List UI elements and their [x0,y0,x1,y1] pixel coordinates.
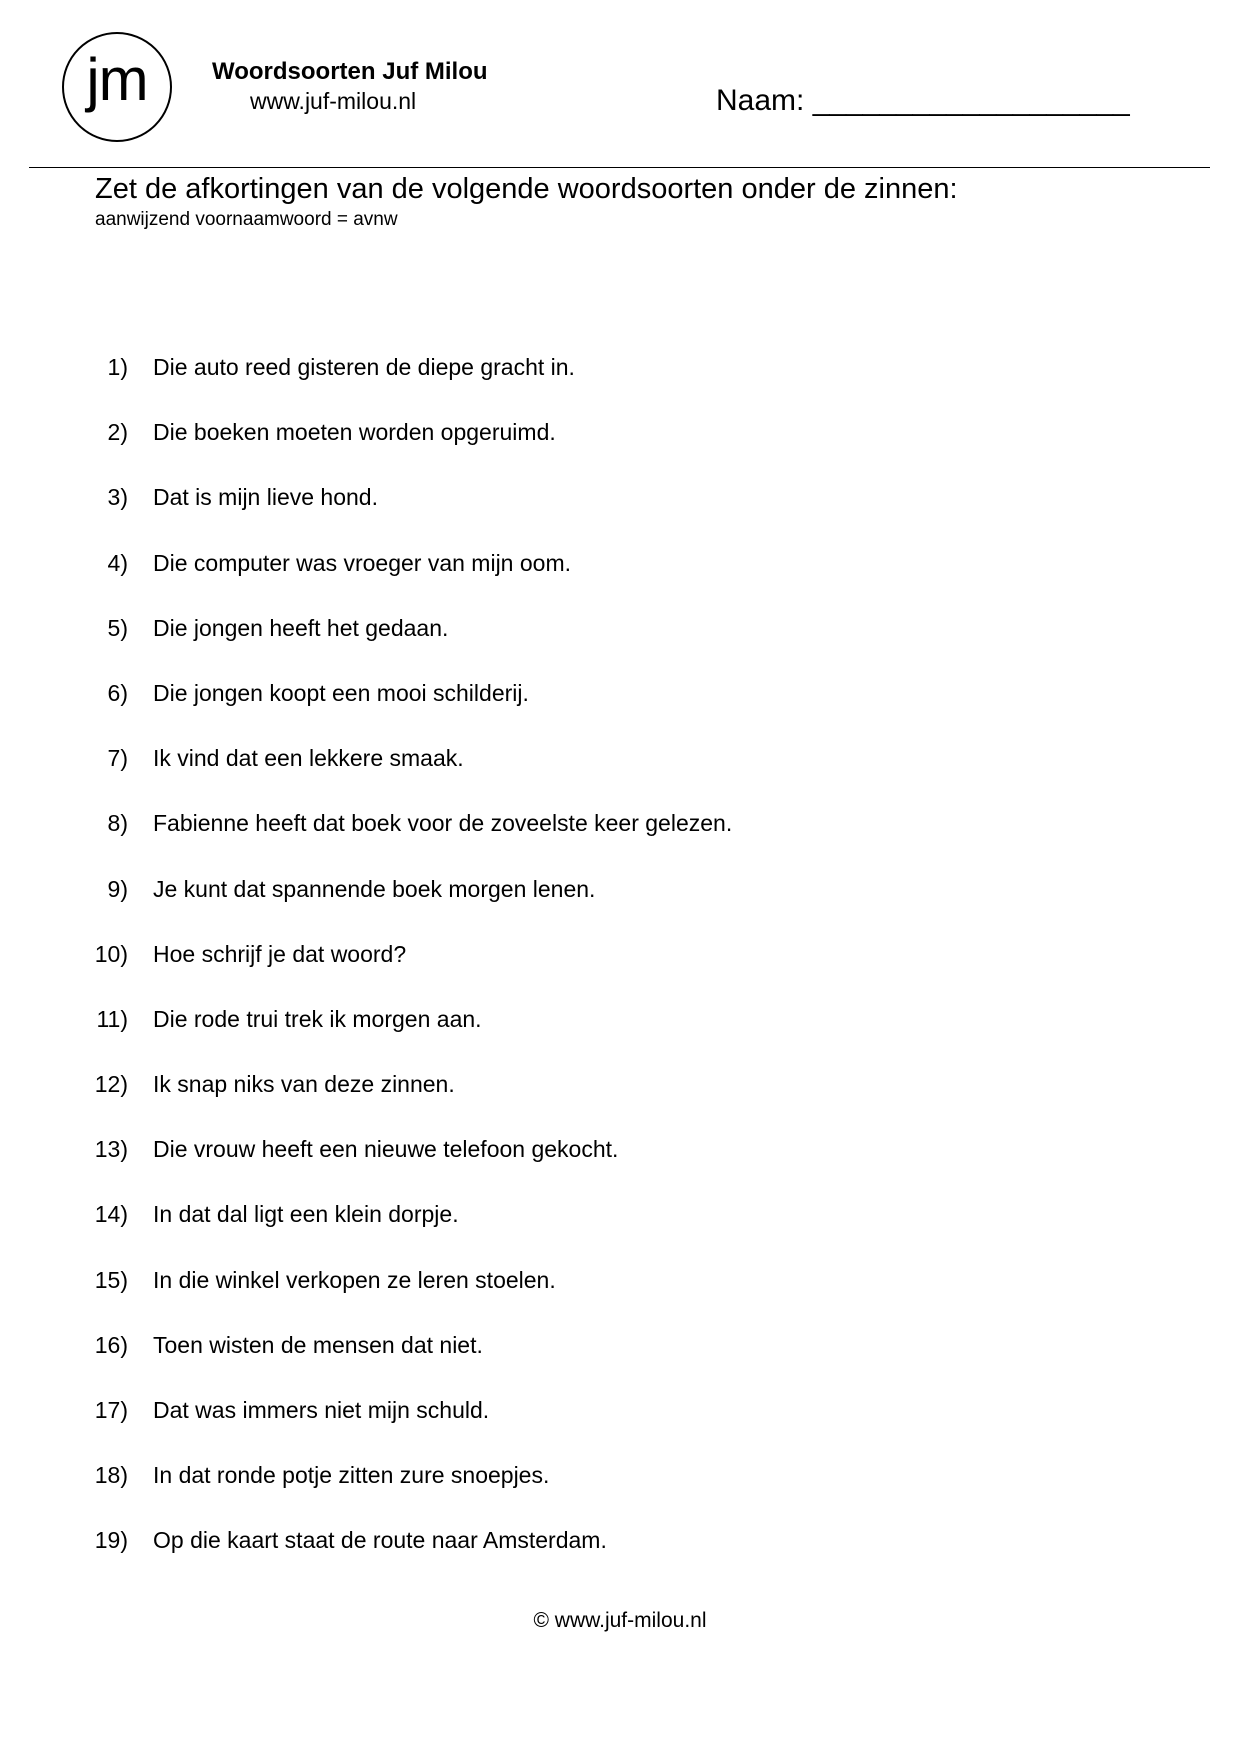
footer-copyright: © www.juf-milou.nl [533,1609,707,1632]
question-item [0,352,1240,417]
question-number: 16) [94,1331,128,1358]
question-number: 12) [94,1071,128,1098]
question-sentence: Die jongen heeft het gedaan. [153,614,449,641]
question-number: 13) [94,1136,128,1163]
question-item [0,743,1240,808]
question-number: 11) [96,1005,128,1032]
question-sentence: Fabienne heeft dat boek voor de zoveelste keer gelezen. [153,810,733,837]
question-number: 6) [107,679,128,706]
question-number: 18) [94,1462,128,1489]
question-item [0,482,1240,547]
question-number: 4) [107,549,128,576]
question-item [0,1265,1240,1330]
question-item [0,613,1240,678]
question-item [0,1330,1240,1395]
question-number: 5) [107,614,128,641]
name-field: Naam: ___________________ [716,84,1130,117]
brand-url: www.juf-milou.nl [250,88,417,114]
question-sentence: Die auto reed gisteren de diepe gracht in. [153,354,575,380]
question-item [0,1134,1240,1199]
question-number: 9) [107,875,128,902]
question-item [0,808,1240,873]
question-sentence: Toen wisten de mensen dat niet. [153,1331,483,1358]
abbreviation-legend: aanwijzend voornaamwoord = avnw [95,209,398,230]
question-number: 14) [94,1201,128,1228]
question-sentence: Op die kaart staat de route naar Amsterdam. [153,1527,607,1554]
question-sentence: Hoe schrijf je dat woord? [153,940,407,967]
question-sentence: In dat dal ligt een klein dorpje. [153,1201,459,1228]
question-item [0,1004,1240,1069]
logo-text: jm [86,46,148,113]
question-item [0,1460,1240,1525]
question-sentence: In die winkel verkopen ze leren stoelen. [153,1266,556,1293]
question-sentence: Die computer was vroeger van mijn oom. [153,549,571,576]
question-sentence: Je kunt dat spannende boek morgen lenen. [153,875,596,902]
question-number: 2) [107,419,128,446]
question-item [0,874,1240,939]
question-sentence: Dat is mijn lieve hond. [153,484,378,511]
question-sentence: In dat ronde potje zitten zure snoepjes. [153,1462,550,1489]
question-number: 19) [94,1527,128,1554]
question-number: 17) [94,1397,128,1423]
brand-title: Woordsoorten Juf Milou [212,58,488,85]
question-item [0,1395,1240,1460]
logo [62,32,172,142]
question-number: 1) [107,354,128,380]
question-number: 7) [107,745,128,772]
header-divider [29,167,1210,168]
question-sentence: Dat was immers niet mijn schuld. [153,1397,490,1423]
question-item [0,1525,1240,1590]
question-number: 15) [94,1266,128,1293]
question-item [0,1199,1240,1264]
question-sentence: Ik snap niks van deze zinnen. [153,1071,455,1098]
question-sentence: Ik vind dat een lekkere smaak. [153,745,464,772]
question-sentence: Die jongen koopt een mooi schilderij. [153,679,529,706]
question-item [0,678,1240,743]
question-sentence: Die boeken moeten worden opgeruimd. [153,419,556,446]
question-item [0,417,1240,482]
question-number: 3) [107,484,128,511]
question-item [0,939,1240,1004]
question-number: 8) [107,810,128,837]
question-list [0,352,1240,1591]
question-sentence: Die vrouw heeft een nieuwe telefoon gekocht. [153,1136,619,1163]
question-sentence: Die rode trui trek ik morgen aan. [153,1005,482,1032]
question-item [0,548,1240,613]
question-item [0,1069,1240,1134]
instruction-title: Zet de afkortingen van de volgende woordsoorten onder de zinnen: [95,173,958,205]
question-number: 10) [94,940,128,967]
